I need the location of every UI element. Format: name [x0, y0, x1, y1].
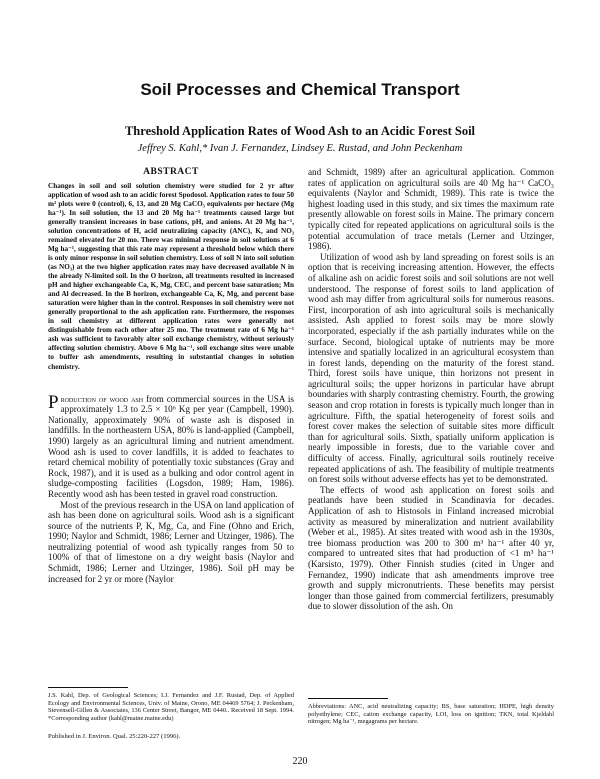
abbreviations-note: Abbreviations: ANC, acid neutralizing capacity; BS, base saturation; HDPE, high density polyethylene; CEC, cation exchange capacity, LOI, loss on ignition; TKN, total Kjeldahl nitrogen; Mg ha⁻¹, megagrams per hectare.: [308, 703, 554, 726]
abstract-text: Changes in soil and soil solution chemistry were studied for 2 yr after application of wood ash to an acidic forest Spodosol. Application rates to four 50 m² plots were 0 (control), 6, 13, and 20 Mg CaCO₃ equivalents per hectare (Mg ha⁻¹). In soil solution, the 13 and 20 Mg ha⁻¹ treatments caused large but generally transient increases in base cations, pH, and anions. At 20 Mg ha⁻¹, solution concentrations of H, acid neutralizing capacity (ANC), K, and NO₃ remained elevated for 20 mo. There was minimal response in soil solutions at 6 Mg ha⁻¹, suggesting that this rate may represent a threshold below which there is only minor response in soil solution chemistry. Loss of soil N into soil solution (as NO₃) at the two higher application rates may have decreased available N in the already N-limited soil. In the O horizon, all treatments resulted in increased pH and higher exchangeable Ca, K, Mg, CEC, and percent base saturation; Mn and Al decreased. In the B horizon, exchangeable Ca, K, Mg, and percent base saturation were higher than in the control. Responses in soil chemistry were not generally proportional to the ash application rate. Furthermore, the responses in soil chemistry at different application rates were generally not distinguishable from each other after 25 mo. The treatment rate of 6 Mg ha⁻¹ ash was sufficient to favorably alter soil exchange chemistry, without seriously affecting solution chemistry. Above 6 Mg ha⁻¹, soil exchange sites were unable to buffer ash amendments, resulting in substantial changes in solution chemistry.: [48, 181, 294, 371]
intro-paragraph-2: Most of the previous research in the USA on land application of ash has been done on agricultural soils. Wood ash is a significant source of the nutrients P, K, Mg, Ca, and Fine (Ohno and Erich, 1990; Naylor and Schmidt, 1986; Lerner and Utzinger, 1986). The neutralizing potential of wood ash typically ranges from 50 to 100% of that of limestone on a dry weight basis (Naylor and Schmidt, 1986; Lerner and Utzinger, 1986). Soil pH may be increased for 2 yr or more (Naylor: [48, 499, 294, 584]
intro-lead-in: roduction of wood ash: [60, 393, 144, 404]
author-list: Jeffrey S. Kahl,* Ivan J. Fernandez, Lindsey E. Rustad, and John Peckenham: [137, 143, 463, 154]
page-number: 220: [292, 756, 308, 767]
drop-cap: P: [48, 391, 59, 413]
intro-paragraph-1: [48, 391, 294, 500]
body-paragraph-2: Utilization of wood ash by land spreading on forest soils is an option that is receiving increasing attention. However, the effects of alkaline ash on acidic forest soils and soil solutions are not well understood. The response of forest soils to land application of wood ash may differ from agricultural soils for numerous reasons. First, incorporation of ash into agricultural soils is mechanically assisted. Ash applied to forest soils may be more slowly incorporated, especially if the ash partially indurates while on the surface. Second, biological uptake of nutrients may be more intensive and spatially localized in an agricultural ecosystem than in forest lands, depending on the maturity of the forest stand. Third, forest soils have unique, thin horizons not present in agricultural soils; the upper horizons in particular have abrupt boundaries with sharply contrasting chemistry. Fourth, the growing season and crop rotation in forests is typically much longer than in agriculture. Fifth, the spatial heterogeneity of forest soils and forest cover makes the selection of suitable sites more difficult than for agricultural soils. Sixth, spatially uniform application is nearly impossible in forests, due to the variable cover and difficulty of access. Finally, agricultural soils routinely receive repeated applications of ash. The feasibility of multiple treatments on forest soils without adverse effects has yet to be demonstrated.: [308, 251, 554, 485]
article-title: Threshold Application Rates of Wood Ash to an Acidic Forest Soil: [124, 124, 476, 138]
publication-info: Published in J. Environ. Qual. 25:220-227 (1996).: [48, 733, 181, 740]
left-column: [48, 167, 294, 584]
introduction: [48, 391, 294, 585]
author-affiliation-footnote: J.S. Kahl, Dep. of Geological Sciences; I.J. Fernandez and J.F. Rustad, Dep. of Applied Ecology and Environmental Sciences, Univ. of Maine, Orono, ME 04469 5764; J. Peckenham, Stevensell-Gillen & Associates, 136 Center Street, Bangor, ME 0440.. Received 18 Sept. 1994. *Corresponding author (kahl@maine.maine.edu): [48, 692, 294, 723]
intro-paragraph-1-text: from commercial sources in the USA is approximately 1.3 to 2.5 × 10⁶ Kg per year (Campbell, 1990). Nationally, approximately 90% of waste ash is disposed in landfills. In the northeastern USA, 80% is land-applied (Campbell, 1990) largely as an agricultural liming and nutrient amendment. Wood ash is used to cover landfills, it is added to feachates to retard chemical mobility of potentially toxic substances (Gray and Rock, 1987), and it is used as a bulking and odor control agent in sludge-composting facilities (Logsdon, 1989; Ham, 1986). Recently wood ash has been tested in gravel road construction.: [48, 393, 294, 499]
section-title: Soil Processes and Chemical Transport: [140, 80, 460, 99]
abbreviations-divider: [308, 698, 388, 699]
right-column: [308, 167, 554, 612]
body-paragraph-3: The effects of wood ash application on forest soils and peatlands have been studied in Scandinavia for decades. Application of ash to Histosols in Finland increased microbial activity as measured by mineralization and nutrient availability (Weber et al., 1985). At sites treated with wood ash in the 1930s, tree biomass production was 200 to 300 m³ ha⁻¹ after 40 yr, compared to untreated sites that had production of <1 m³ ha⁻¹ (Karsisto, 1979). Other Finnish studies (cited in Unger and Fernandez, 1990) indicate that ash amendments improve tree growth and supply micronutrients. These benefits may persist longer than those gained from commercial fertilizers, presumably due to slower dissolution of the ash. On: [308, 484, 554, 612]
footnote-divider: [48, 687, 128, 688]
body-paragraph-1: and Schmidt, 1989) after an agricultural application. Common rates of application on agricultural soils are 40 Mg ha⁻¹ CaCO₃ equivalents (Naylor and Schmidt, 1989). This rate is twice the highest loading used in this study, and six times the maximum rate presently allowable on forest soils in Maine. The primary concern typically cited for repeated applications on agricultural soils is the potential accumulation of trace metals (Lerner and Utzinger, 1986).: [308, 167, 554, 252]
abstract-heading: ABSTRACT: [143, 167, 199, 177]
